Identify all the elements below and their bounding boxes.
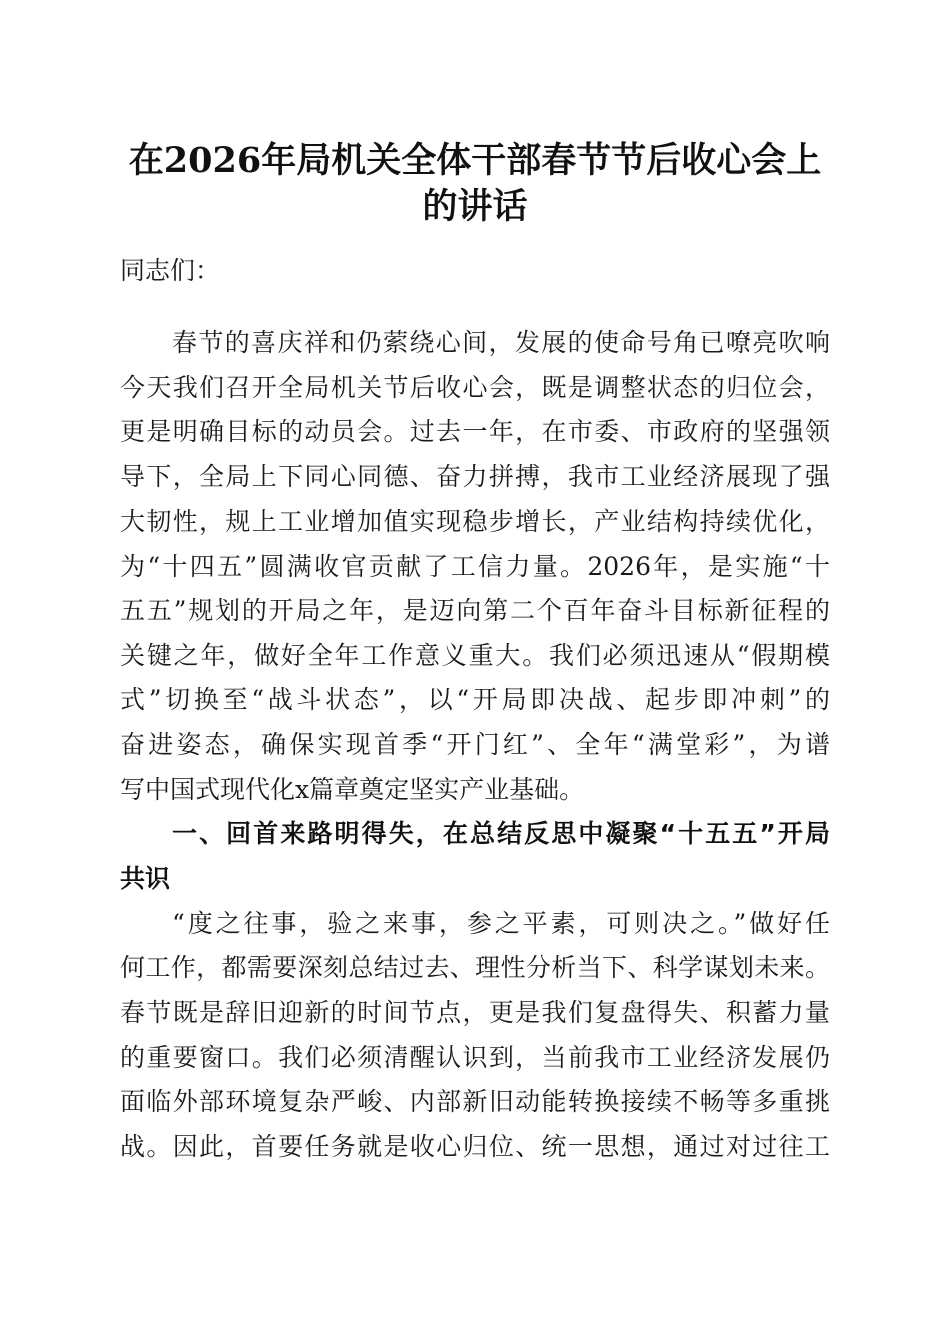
salutation: 同志们：: [120, 256, 221, 285]
paragraph-1-line: 更是明确目标的动员会。过去一年，在市委、市政府的坚强领: [120, 417, 830, 446]
paragraph-2-line: 战。因此，首要任务就是收心归位、统一思想，通过对过往工: [120, 1132, 830, 1161]
paragraph-2-line: 春节既是辞旧迎新的时间节点，更是我们复盘得失、积蓄力量: [120, 998, 830, 1027]
paragraph-1-line: 春节的喜庆祥和仍萦绕心间，发展的使命号角已嘹亮吹响: [172, 328, 830, 357]
paragraph-1-line: 大韧性，规上工业增加值实现稳步增长，产业结构持续优化，: [120, 507, 830, 536]
paragraph-2-line: 面临外部环境复杂严峻、内部新旧动能转换接续不畅等多重挑: [120, 1087, 830, 1116]
document-title-line-1: 在2026年局机关全体干部春节节后收心会上: [128, 140, 822, 181]
paragraph-1-line: 关键之年，做好全年工作意义重大。我们必须迅速从“假期模: [120, 641, 830, 670]
paragraph-1-line: 奋进姿态，确保实现首季“开门红”、全年“满堂彩”，为谱: [120, 730, 830, 759]
document-title-line-2: 的讲话: [422, 186, 528, 227]
paragraph-1-line: 导下，全局上下同心同德、奋力拼搏，我市工业经济展现了强: [120, 462, 830, 491]
paragraph-1-line: 五五”规划的开局之年，是迈向第二个百年奋斗目标新征程的: [120, 596, 830, 625]
section-1-heading-line-1: 一、回首来路明得失，在总结反思中凝聚“十五五”开局: [172, 819, 830, 848]
paragraph-1-line: 写中国式现代化x篇章奠定坚实产业基础。: [120, 775, 585, 804]
paragraph-1-line: 今天我们召开全局机关节后收心会，既是调整状态的归位会，: [120, 373, 830, 402]
paragraph-2-line: 的重要窗口。我们必须清醒认识到，当前我市工业经济发展仍: [120, 1043, 830, 1072]
paragraph-2-line: 何工作，都需要深刻总结过去、理性分析当下、科学谋划未来。: [120, 953, 830, 982]
paragraph-2-line: “度之往事，验之来事，参之平素，可则决之。”做好任: [172, 909, 830, 938]
section-1-heading-line-2: 共识: [120, 864, 171, 893]
paragraph-1-line: 为“十四五”圆满收官贡献了工信力量。2026年，是实施“十: [120, 552, 830, 581]
paragraph-1-line: 式”切换至“战斗状态”，以“开局即决战、起步即冲刺”的: [120, 685, 830, 714]
